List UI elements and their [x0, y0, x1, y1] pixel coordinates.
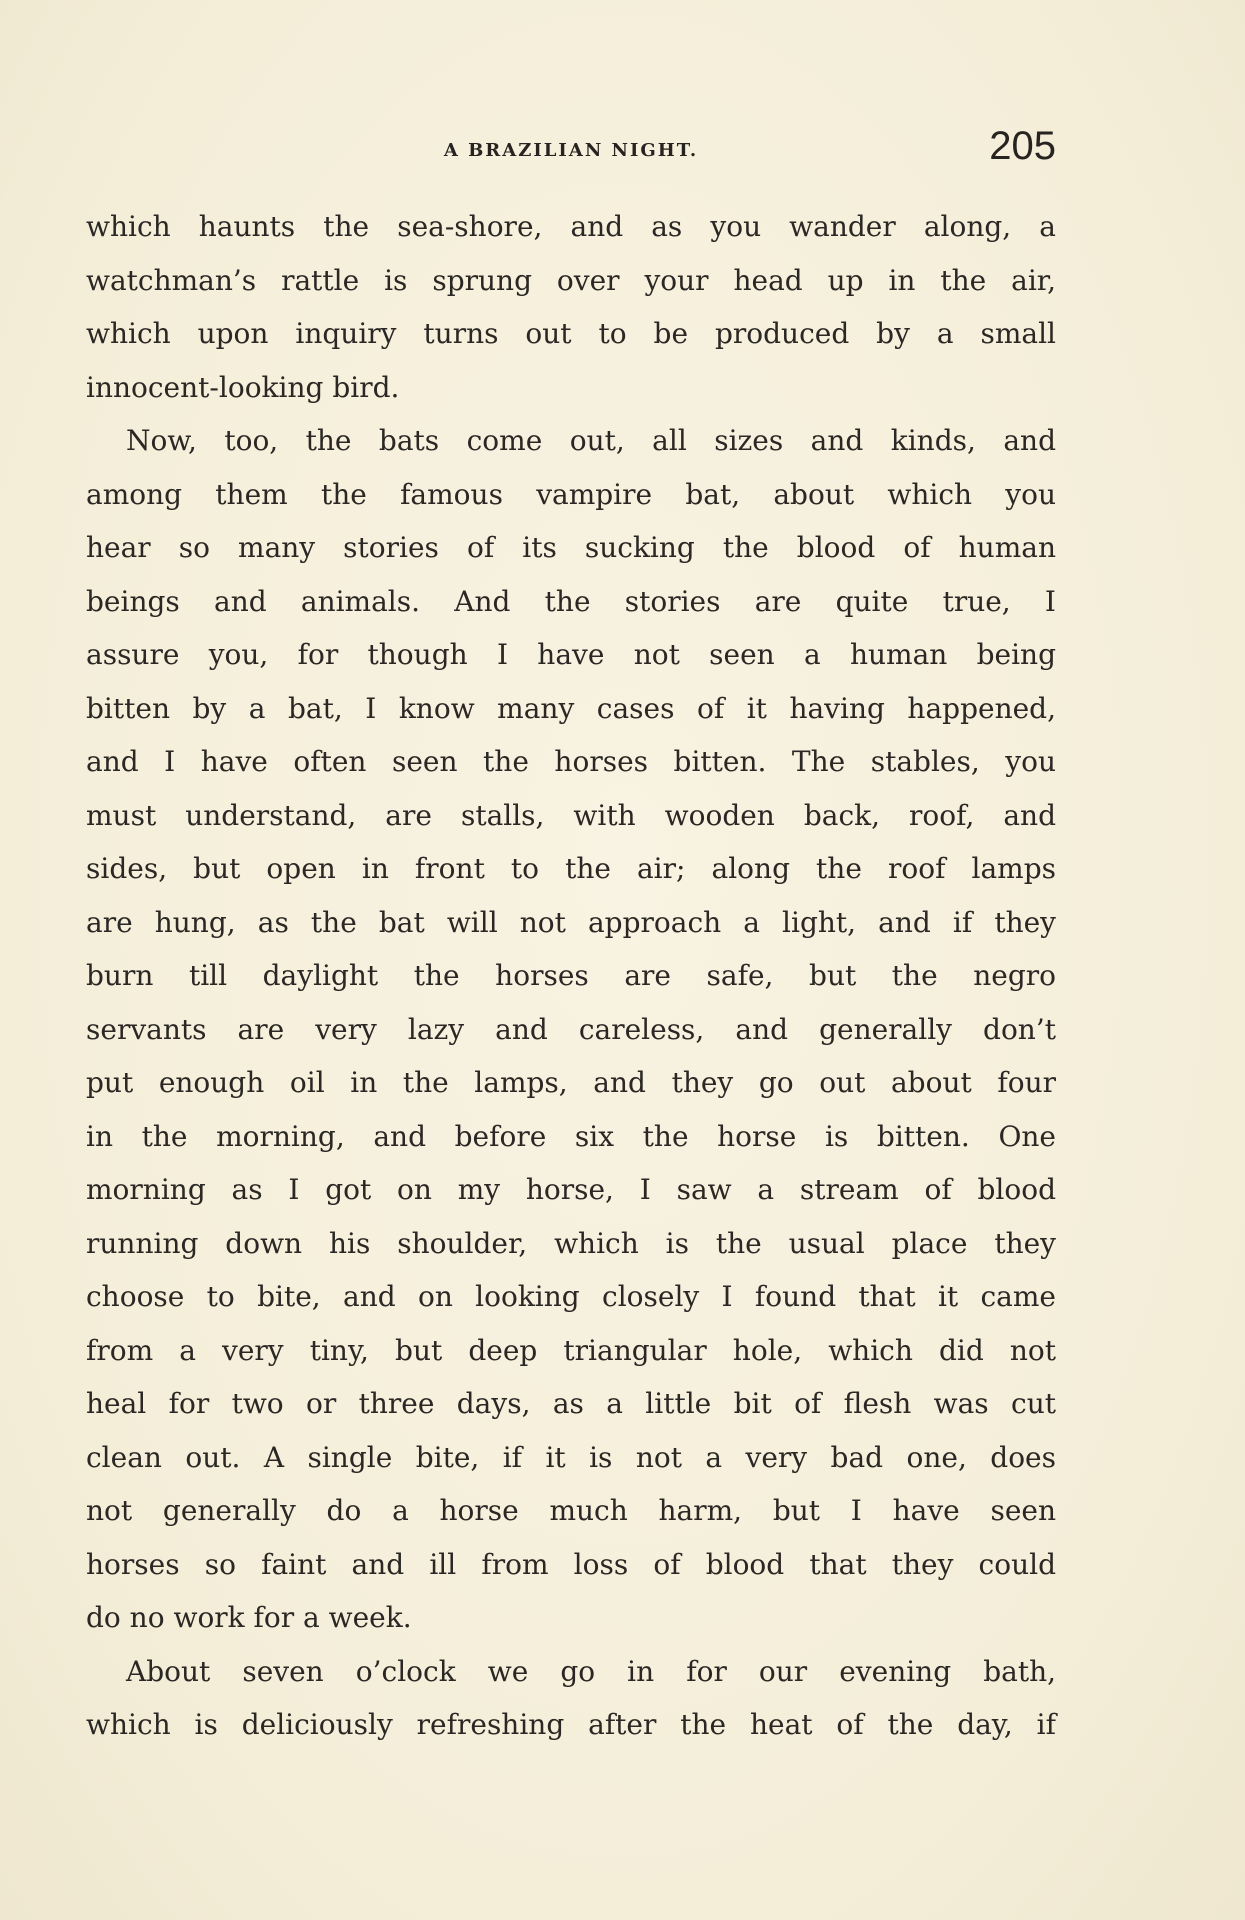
body-text — [86, 200, 1056, 1752]
text-line: watchman’s rattle is sprung over your head up in the air, — [86, 263, 1056, 297]
text-line: which upon inquiry turns out to be produced by a small — [86, 317, 1056, 350]
text-line: not generally do a horse much harm, but I have seen — [86, 1494, 1056, 1527]
text-line: burn till daylight the horses are safe, but the negro — [86, 959, 1056, 992]
text-line: in the morning, and before six the horse is bitten. One — [86, 1119, 1056, 1153]
text-line: sides, but open in front to the air; along the roof lamps — [86, 852, 1056, 885]
page-number: 205 — [989, 124, 1056, 168]
text-line: beings and animals. And the stories are quite true, I — [86, 584, 1056, 618]
text-line: among them the famous vampire bat, about which you — [86, 477, 1056, 511]
text-line: morning as I got on my horse, I saw a stream of blood — [86, 1173, 1056, 1206]
text-line: innocent-looking bird. — [86, 370, 400, 404]
text-line: must understand, are stalls, with wooden back, roof, and — [86, 798, 1056, 832]
text-line: About seven o’clock we go in for our evening bath, — [126, 1654, 1056, 1688]
text-line: servants are very lazy and careless, and generally don’t — [86, 1012, 1056, 1046]
text-line: and I have often seen the horses bitten. The stables, you — [86, 745, 1056, 778]
text-line: horses so faint and ill from loss of blood that they could — [86, 1547, 1056, 1581]
running-head: A BRAZILIAN NIGHT. — [443, 140, 699, 161]
text-line: bitten by a bat, I know many cases of it having happened, — [86, 691, 1056, 725]
text-line: do no work for a week. — [86, 1601, 412, 1634]
text-line: from a very tiny, but deep triangular hole, which did not — [86, 1333, 1056, 1367]
text-line: are hung, as the bat will not approach a light, and if they — [86, 905, 1056, 939]
text-line: heal for two or three days, as a little bit of flesh was cut — [86, 1387, 1056, 1420]
text-line: Now, too, the bats come out, all sizes and kinds, and — [126, 424, 1056, 457]
text-line: choose to bite, and on looking closely I found that it came — [86, 1280, 1056, 1313]
text-line: which is deliciously refreshing after the heat of the day, if — [86, 1708, 1056, 1741]
text-line: assure you, for though I have not seen a human being — [86, 638, 1056, 671]
page-header — [86, 124, 1056, 174]
text-line: hear so many stories of its sucking the blood of human — [86, 531, 1056, 564]
text-line: running down his shoulder, which is the usual place they — [86, 1226, 1056, 1260]
text-line: clean out. A single bite, if it is not a very bad one, does — [86, 1440, 1056, 1474]
text-line: which haunts the sea-shore, and as you wander along, a — [86, 210, 1056, 243]
text-line: put enough oil in the lamps, and they go out about four — [86, 1066, 1056, 1099]
